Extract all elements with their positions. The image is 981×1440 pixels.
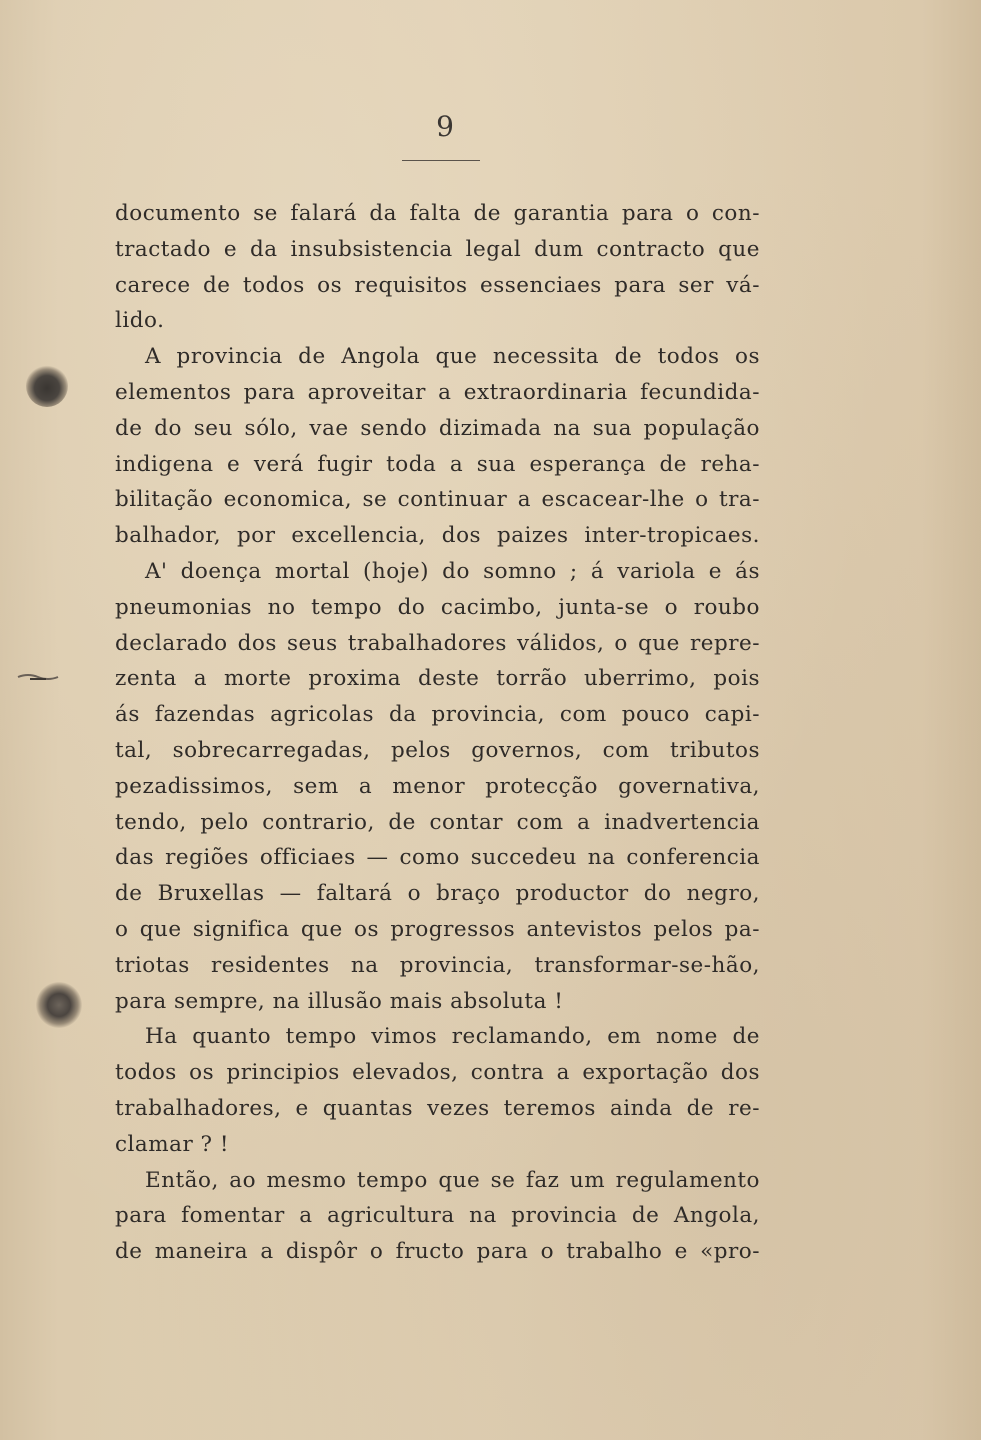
text-line: bilitação economica, se continuar a escacear-lhe o tra- [115,487,760,513]
text-line: A provincia de Angola que necessita de todos os [145,344,760,370]
text-line: para fomentar a agricultura na provincia de Angola, [115,1203,760,1229]
text-line: zenta a morte proxima deste torrão uberrimo, pois [115,666,760,692]
text-line: balhador, por excellencia, dos paizes inter-tropicaes. [115,523,760,549]
text-line: tractado e da insubsistencia legal dum contracto que [115,236,760,262]
text-line: o que significa que os progressos antevistos pelos pa- [115,916,760,942]
text-line: declarado dos seus trabalhadores válidos, o que repre- [115,630,760,656]
text-line: pneumonias no tempo do cacimbo, junta-se o roubo [115,594,760,620]
text-line: pezadissimos, sem a menor protecção governativa, [115,773,760,799]
text-line: das regiões officiaes — como succedeu na conferencia [115,845,760,871]
text-line: elementos para aproveitar a extraordinaria fecundida- [115,379,760,405]
text-line: de do seu sólo, vae sendo dizimada na sua população [115,415,760,441]
text-line: carece de todos os requisitos essenciaes para ser vá- [115,272,760,298]
body-text [115,196,760,1270]
page-number: 9 [436,110,454,143]
text-line: documento se falará da falta de garantia para o con- [115,201,760,226]
text-line: triotas residentes na provincia, transformar-se-hão, [115,952,760,978]
staple-mark [16,670,60,684]
text-line: indigena e verá fugir toda a sua esperança de reha- [115,451,760,477]
text-line: todos os principios elevados, contra a exportação dos [115,1060,760,1086]
text-line: tal, sobrecarregadas, pelos governos, com tributos [115,737,760,763]
text-line: trabalhadores, e quantas vezes teremos ainda de re- [115,1095,760,1121]
text-line: tendo, pelo contrario, de contar com a inadvertencia [115,809,760,835]
page-number-rule [402,160,480,161]
text-line: lido. [115,308,165,334]
text-line: Então, ao mesmo tempo que se faz um regulamento [145,1167,760,1193]
binding-hole-top [26,365,68,407]
text-line: A' doença mortal (hoje) do somno ; á variola e ás [145,558,760,584]
text-line: clamar ? ! [115,1131,230,1157]
text-line: para sempre, na illusão mais absoluta ! [115,988,564,1014]
text-line: ás fazendas agricolas da provincia, com pouco capi- [115,702,760,728]
text-line: Ha quanto tempo vimos reclamando, em nome de [145,1024,760,1050]
binding-hole-bottom [36,982,82,1028]
text-line: de maneira a dispôr o fructo para o trabalho e «pro- [115,1239,760,1265]
text-line: de Bruxellas — faltará o braço productor do negro, [115,881,760,907]
